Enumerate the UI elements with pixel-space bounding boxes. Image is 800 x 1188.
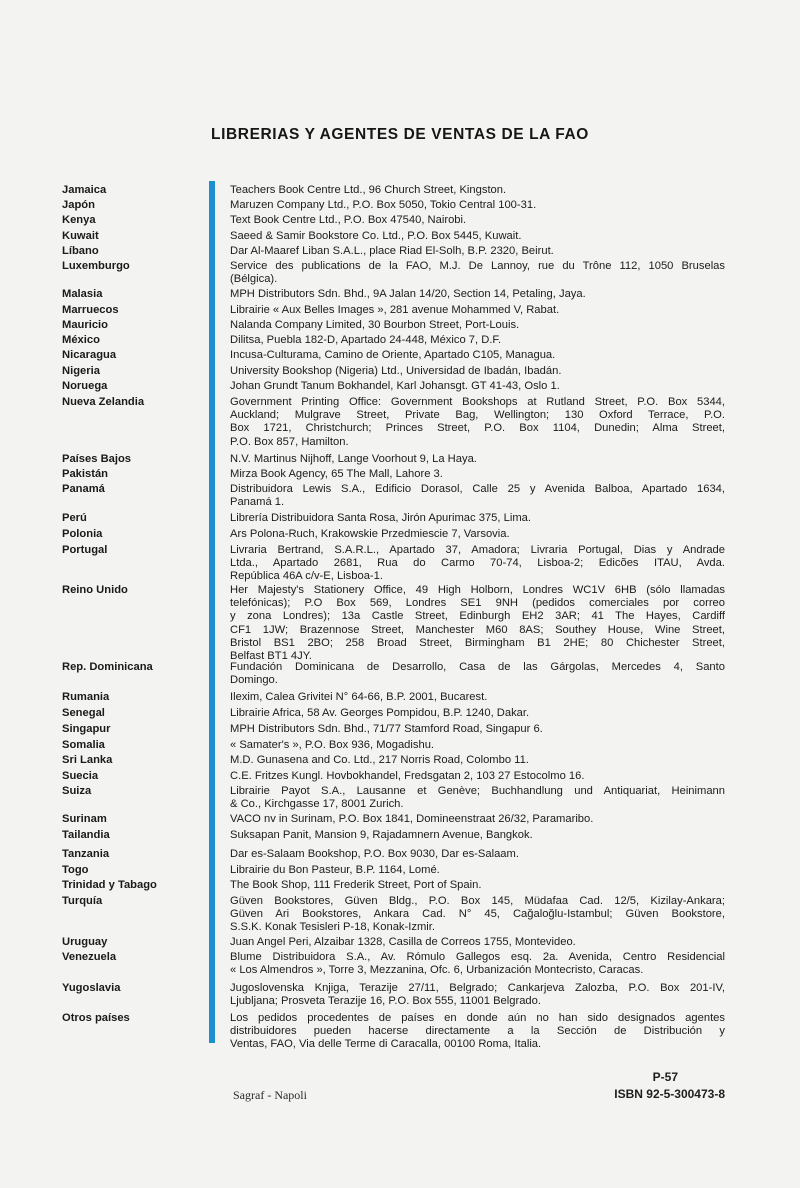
country-label: Panamá: [62, 483, 105, 495]
agent-address: [230, 879, 725, 892]
country-label: Mauricio: [62, 319, 109, 331]
country-label: Polonia: [62, 528, 103, 540]
agent-address: [230, 864, 725, 877]
address-line: Domingo.: [230, 674, 278, 687]
address-line: Ljubljana; Prosveta Terazije 16, P.O. Box 555, 11001 Belgrado.: [230, 995, 541, 1008]
address-line: Nalanda Company Limited, 30 Bourbon Street, Port-Louis.: [230, 319, 520, 331]
country-label: Nicaragua: [62, 349, 117, 361]
address-line: Güven Ari Bookstores, Ankara Cad. N° 45, Cağaloğlu-Istambul; Güven Bookstore,: [230, 908, 725, 921]
address-line: Teachers Book Centre Ltd., 96 Church Street, Kingston.: [230, 184, 507, 196]
address-line: Incusa-Culturama, Camino de Oriente, Apartado C105, Managua.: [230, 349, 556, 361]
country-label: Turquía: [62, 895, 103, 907]
address-line: Ars Polona-Ruch, Krakowskie Przedmiescie 7, Varsovia.: [230, 528, 510, 540]
agent-address: [230, 770, 725, 783]
agent-address: [230, 260, 725, 286]
agent-address: [230, 396, 725, 449]
isbn: ISBN 92-5-300473-8: [614, 1087, 725, 1101]
address-line: Johan Grundt Tanum Bokhandel, Karl Johansgt. GT 41-43, Oslo 1.: [230, 380, 560, 392]
country-label: Trinidad y Tabago: [62, 879, 157, 891]
agent-address: [230, 528, 725, 541]
country-label: Marruecos: [62, 304, 119, 316]
agent-address: [230, 1012, 725, 1052]
page-title: LIBRERIAS Y AGENTES DE VENTAS DE LA FAO: [211, 126, 589, 143]
agent-address: [230, 468, 725, 481]
agent-address: [230, 245, 725, 258]
country-label: Togo: [62, 864, 89, 876]
address-line: M.D. Gunasena and Co. Ltd., 217 Norris Road, Colombo 11.: [230, 754, 529, 766]
address-line: Librairie Africa, 58 Av. Georges Pompidou, B.P. 1240, Dakar.: [230, 707, 530, 719]
address-line: Librairie « Aux Belles Images », 281 avenue Mohammed V, Rabat.: [230, 304, 560, 316]
country-label: Perú: [62, 512, 87, 524]
country-label: Malasia: [62, 288, 103, 300]
address-line: S.S.K. Konak Tesisleri P-18, Konak-Izmir.: [230, 921, 435, 934]
country-label: Líbano: [62, 245, 99, 257]
country-label: Suiza: [62, 785, 92, 797]
agent-address: [230, 951, 725, 977]
printer-credit: Sagraf - Napoli: [233, 1088, 307, 1102]
address-line: Librería Distribuidora Santa Rosa, Jirón Apurimac 375, Lima.: [230, 512, 531, 524]
agent-address: [230, 334, 725, 347]
country-label: Jamaica: [62, 184, 107, 196]
address-line: Librairie Payot S.A., Lausanne et Genève; Buchhandlung und Antiquariat, Heinimann: [230, 785, 725, 797]
address-line: « Samater's », P.O. Box 936, Mogadishu.: [230, 739, 435, 751]
country-label: Kuwait: [62, 230, 99, 242]
address-line: Jugoslovenska Knjiga, Terazije 27/11, Belgrado; Cankarjeva Zalozba, P.O. Box 201-IV,: [230, 982, 725, 994]
agent-address: [230, 453, 725, 466]
country-label: Nigeria: [62, 365, 100, 377]
address-line: Ilexim, Calea Grivitei N° 64-66, B.P. 2001, Bucarest.: [230, 691, 488, 703]
address-line: Maruzen Company Ltd., P.O. Box 5050, Tokio Central 100-31.: [230, 199, 537, 211]
agent-address: [230, 544, 725, 584]
country-label: Somalia: [62, 739, 105, 751]
address-line: MPH Distributors Sdn. Bhd., 9A Jalan 14/20, Section 14, Petaling, Jaya.: [230, 288, 586, 300]
address-line: Box 1721, Christchurch; Princes Street, P.O. Box 1104, Dunedin; Alma Street,: [230, 422, 725, 435]
country-label: Pakistán: [62, 468, 109, 480]
country-label: Singapur: [62, 723, 111, 735]
address-line: Juan Angel Peri, Alzaibar 1328, Casilla de Correos 1755, Montevideo.: [230, 936, 576, 948]
address-line: & Co., Kirchgasse 17, 8001 Zurich.: [230, 798, 404, 811]
country-label: Noruega: [62, 380, 108, 392]
agent-address: [230, 829, 725, 842]
agent-address: [230, 304, 725, 317]
address-line: telefónicas); P.O Box 569, Londres SE1 9NH (pedidos comerciales por correo: [230, 597, 725, 610]
agent-address: [230, 512, 725, 525]
country-label: México: [62, 334, 100, 346]
country-label: Sri Lanka: [62, 754, 113, 766]
address-line: Dilitsa, Puebla 182-D, Apartado 24-448, México 7, D.F.: [230, 334, 502, 346]
address-line: Blume Distribuidora S.A., Av. Rómulo Gallegos esq. 2a. Avenida, Centro Residencial: [230, 951, 725, 963]
address-line: y zona Londres); 13a Castle Street, Edinburgh EH2 3AR; 41 The Hayes, Cardiff: [230, 610, 725, 623]
country-label: Japón: [62, 199, 95, 211]
agent-address: [230, 380, 725, 393]
country-label: Venezuela: [62, 951, 117, 963]
address-line: Her Majesty's Stationery Office, 49 High Holborn, Londres WC1V 6HB (sólo llamadas: [230, 584, 725, 596]
address-line: C.E. Fritzes Kungl. Hovbokhandel, Fredsgatan 2, 103 27 Estocolmo 16.: [230, 770, 585, 782]
publication-code: P-57: [652, 1070, 678, 1084]
country-label: Suecia: [62, 770, 99, 782]
address-line: Güven Bookstores, Güven Bldg., P.O. Box 145, Müdafaa Cad. 12/5, Kizilay-Ankara;: [230, 895, 725, 907]
accent-bar: [209, 181, 215, 1043]
address-line: The Book Shop, 111 Frederik Street, Port of Spain.: [230, 879, 482, 891]
address-line: University Bookshop (Nigeria) Ltd., Universidad de Ibadán, Ibadán.: [230, 365, 562, 377]
address-line: Fundación Dominicana de Desarrollo, Casa de las Gárgolas, Mercedes 4, Santo: [230, 661, 725, 673]
agent-address: [230, 214, 725, 227]
address-line: Suksapan Panit, Mansion 9, Rajadamnern Avenue, Bangkok.: [230, 829, 533, 841]
country-label: Reino Unido: [62, 584, 128, 596]
address-line: Ventas, FAO, Via delle Terme di Caracalla, 00100 Roma, Italia.: [230, 1038, 542, 1051]
agent-address: [230, 349, 725, 362]
agent-address: [230, 184, 725, 197]
agent-address: [230, 848, 725, 861]
address-line: N.V. Martinus Nijhoff, Lange Voorhout 9, La Haya.: [230, 453, 477, 465]
agent-address: [230, 199, 725, 212]
agent-address: [230, 754, 725, 767]
address-line: Text Book Centre Ltd., P.O. Box 47540, Nairobi.: [230, 214, 467, 226]
country-label: Senegal: [62, 707, 105, 719]
country-label: Países Bajos: [62, 453, 132, 465]
country-label: Nueva Zelandia: [62, 396, 145, 408]
address-line: Distribuidora Lewis S.A., Edificio Dorasol, Calle 25 y Avenida Balboa, Apartado 1634,: [230, 483, 725, 495]
agent-address: [230, 739, 725, 752]
country-label: Kenya: [62, 214, 96, 226]
address-line: P.O. Box 857, Hamilton.: [230, 435, 349, 448]
agent-address: [230, 584, 725, 663]
agent-address: [230, 319, 725, 332]
address-line: Saeed & Samir Bookstore Co. Ltd., P.O. Box 5445, Kuwait.: [230, 230, 522, 242]
agent-address: [230, 661, 725, 687]
address-line: Livraria Bertrand, S.A.R.L., Apartado 37, Amadora; Livraria Portugal, Dias y Andrade: [230, 544, 725, 556]
address-line: VACO nv in Surinam, P.O. Box 1841, Domineenstraat 26/32, Paramaribo.: [230, 813, 594, 825]
address-line: Mirza Book Agency, 65 The Mall, Lahore 3.: [230, 468, 443, 480]
agent-address: [230, 785, 725, 811]
address-line: « Los Almendros », Torre 3, Mezzanina, Ofc. 6, Urbanización Montecristo, Caracas.: [230, 964, 644, 977]
address-line: Bristol BS1 2BO; 258 Broad Street, Birmingham B1 2HE; 80 Chichester Street,: [230, 636, 725, 649]
country-label: Luxemburgo: [62, 260, 130, 272]
agent-address: [230, 707, 725, 720]
address-line: (Bélgica).: [230, 273, 278, 286]
address-line: CF1 1JW; Brazennose Street, Manchester M60 8AS; Southey House, Wine Street,: [230, 623, 725, 636]
address-line: Service des publications de la FAO, M.J. De Lannoy, rue du Trône 112, 1050 Bruselas: [230, 260, 725, 272]
address-line: Dar es-Salaam Bookshop, P.O. Box 9030, Dar es-Salaam.: [230, 848, 519, 860]
agent-address: [230, 365, 725, 378]
address-line: Panamá 1.: [230, 496, 285, 509]
country-label: Uruguay: [62, 936, 108, 948]
country-label: Tanzania: [62, 848, 110, 860]
address-line: República 46A c/v-E, Lisboa-1.: [230, 570, 383, 583]
agent-address: [230, 288, 725, 301]
address-line: distribuidores pueden hacerse directamente a la Sección de Distribución y: [230, 1025, 725, 1038]
country-label: Rep. Dominicana: [62, 661, 153, 673]
agent-address: [230, 982, 725, 1008]
country-label: Rumania: [62, 691, 110, 703]
agent-address: [230, 813, 725, 826]
country-label: Portugal: [62, 544, 108, 556]
agent-address: [230, 936, 725, 949]
address-line: Los pedidos procedentes de países en donde aún no han sido designados agentes: [230, 1012, 725, 1024]
address-line: Belfast BT1 4JY.: [230, 650, 312, 663]
address-line: Government Printing Office: Government Bookshops at Rutland Street, P.O. Box 5344,: [230, 396, 725, 408]
country-label: Yugoslavia: [62, 982, 121, 994]
address-line: Librairie du Bon Pasteur, B.P. 1164, Lomé.: [230, 864, 440, 876]
agent-address: [230, 483, 725, 509]
agent-address: [230, 691, 725, 704]
country-label: Otros países: [62, 1012, 130, 1024]
agent-address: [230, 230, 725, 243]
agent-address: [230, 895, 725, 935]
address-line: MPH Distributors Sdn. Bhd., 71/77 Stamford Road, Singapur 6.: [230, 723, 543, 735]
country-label: Tailandia: [62, 829, 110, 841]
country-label: Surinam: [62, 813, 107, 825]
address-line: Ltda., Apartado 2681, Rua do Carmo 70-74, Lisboa-2; Edicões ITAU, Avda.: [230, 557, 725, 570]
agent-address: [230, 723, 725, 736]
address-line: Dar Al-Maaref Liban S.A.L., place Riad El-Solh, B.P. 2320, Beirut.: [230, 245, 554, 257]
address-line: Auckland; Mulgrave Street, Private Bag, Wellington; 130 Oxford Terrace, P.O.: [230, 409, 725, 422]
